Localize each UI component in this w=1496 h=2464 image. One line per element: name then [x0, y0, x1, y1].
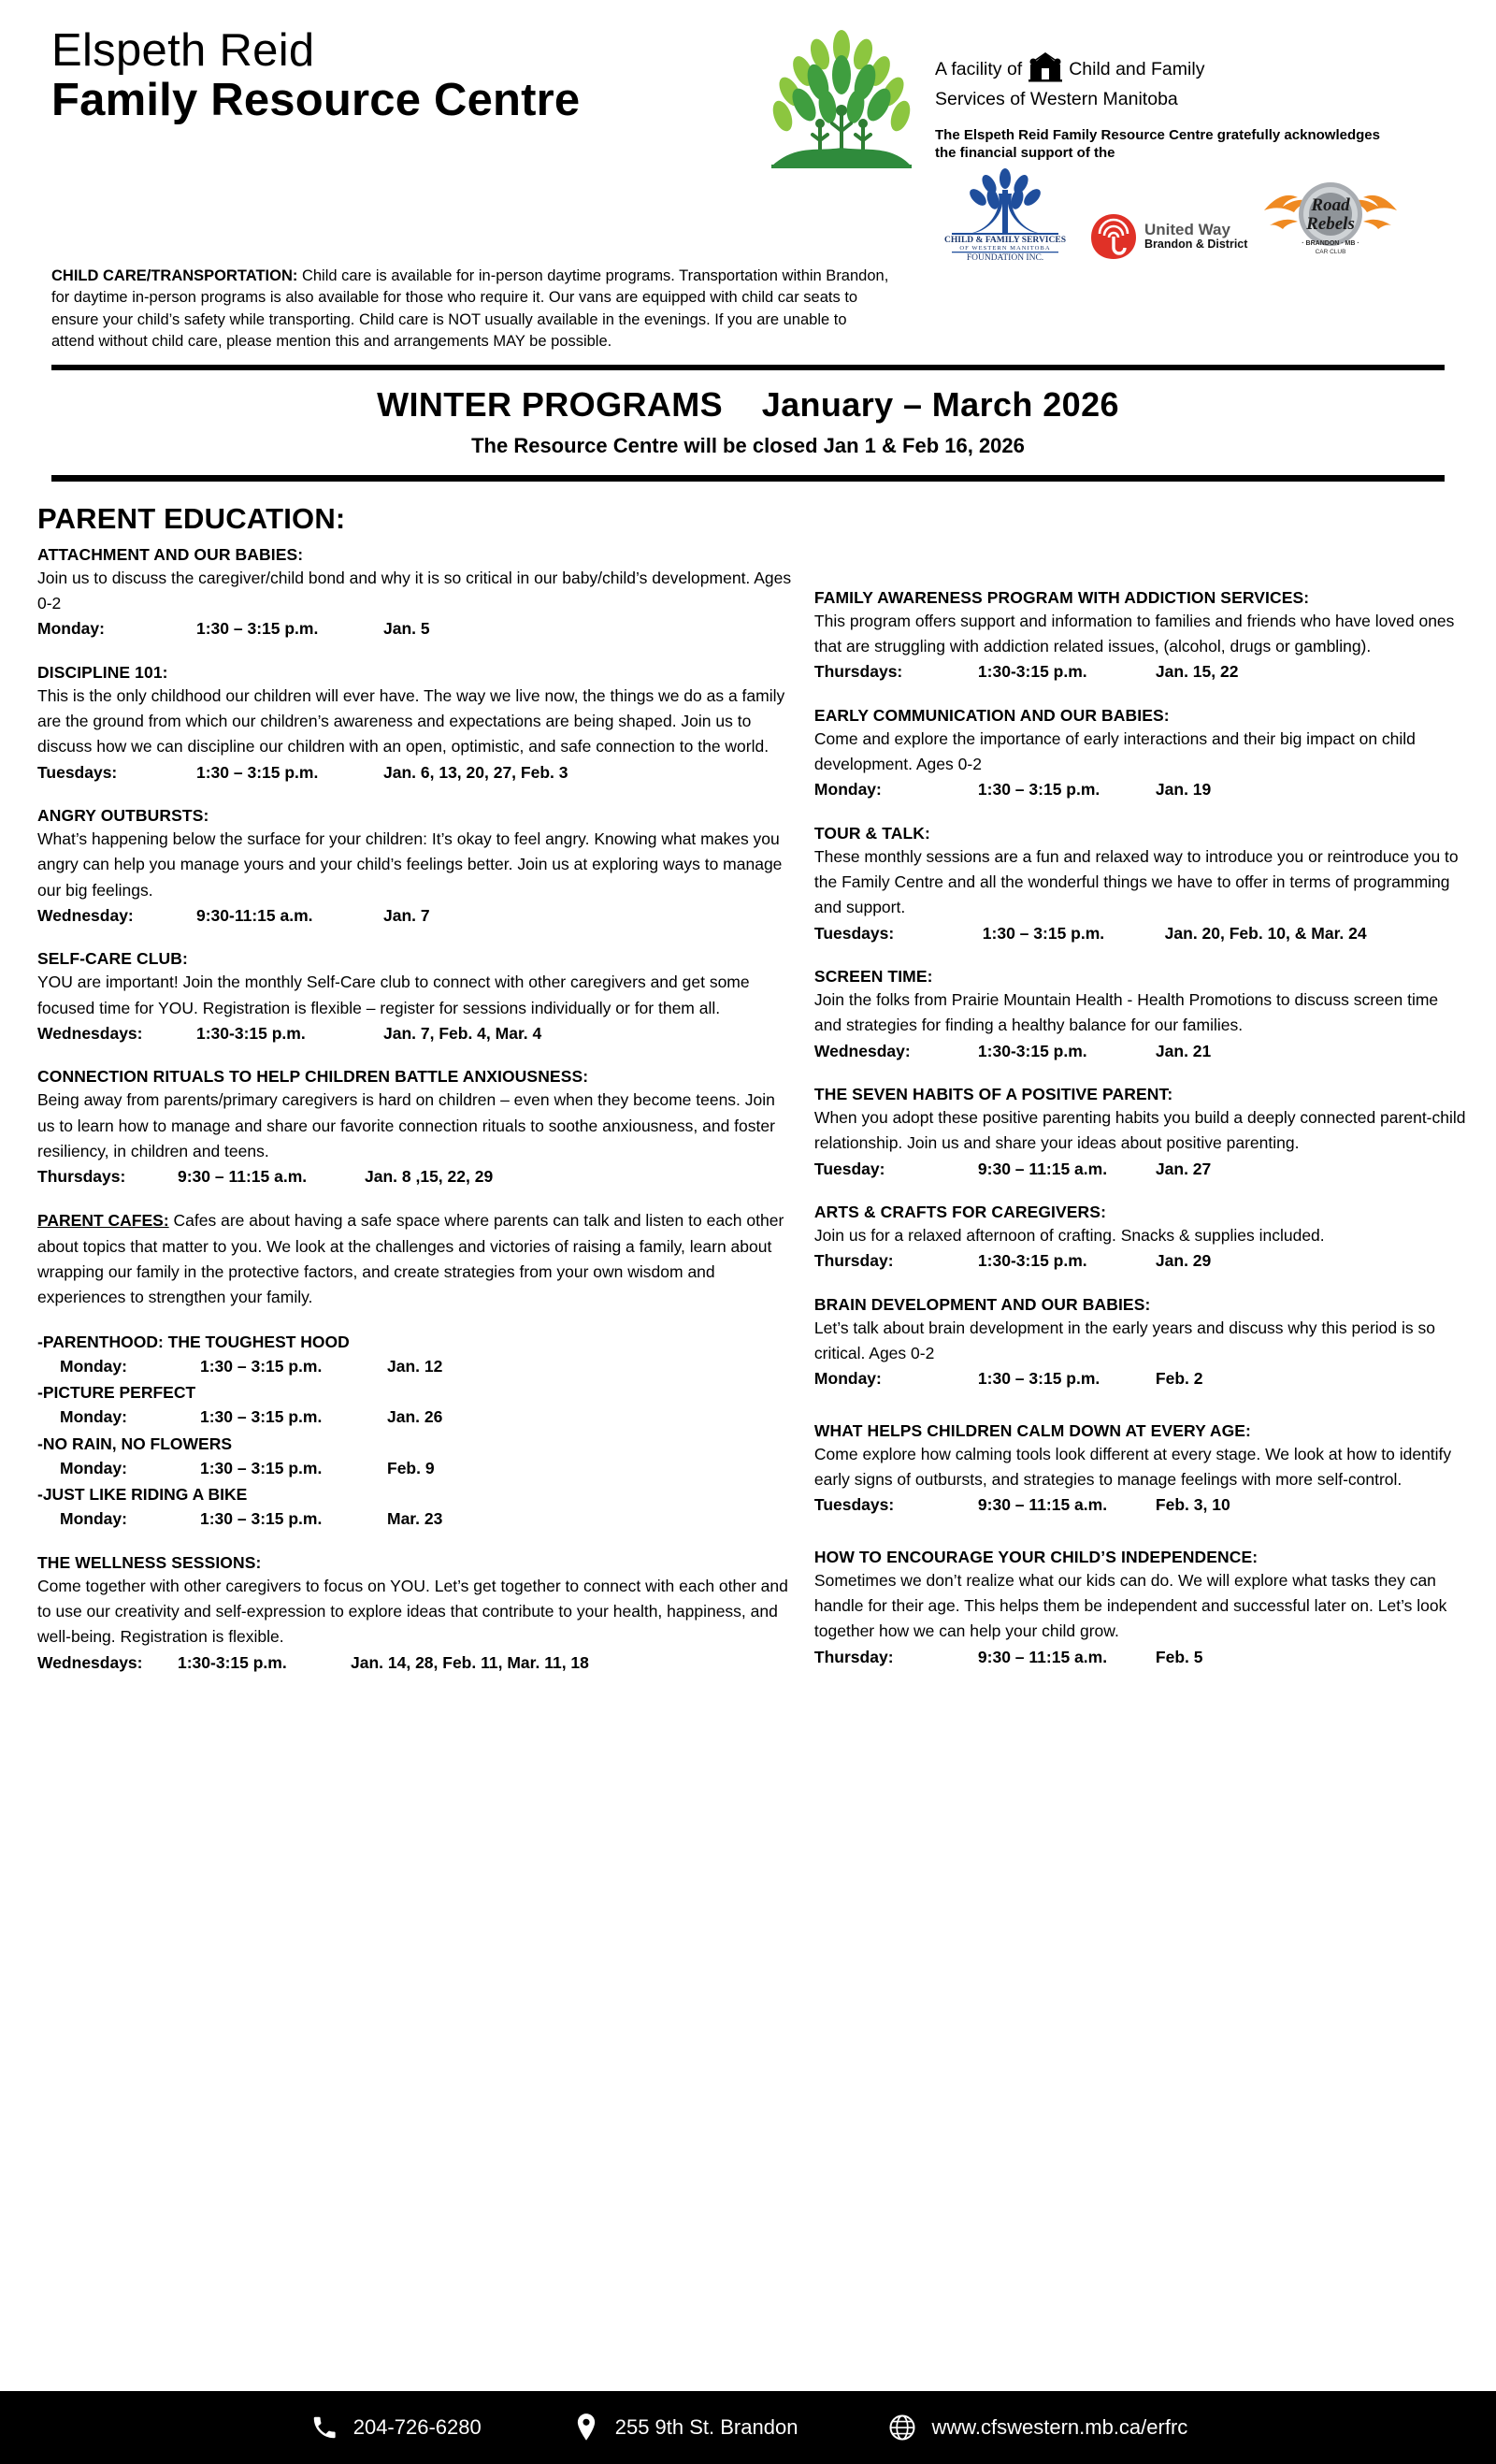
schedule-dates: Jan. 6, 13, 20, 27, Feb. 3 [383, 762, 568, 782]
cafe-session [37, 1380, 794, 1430]
schedule-time: 9:30 – 11:15 a.m. [977, 1647, 1108, 1666]
program-schedule [814, 777, 1468, 801]
cafe-session [37, 1482, 794, 1532]
schedule-day: Wednesdays: [37, 1652, 143, 1672]
schedule-dates: Feb. 9 [387, 1458, 435, 1477]
schedule-time: 1:30 – 3:15 p.m. [982, 923, 1105, 943]
program-parent-cafes [37, 1208, 794, 1531]
program-schedule [37, 616, 794, 641]
divider-bottom [51, 475, 1445, 482]
cafe-session [37, 1432, 794, 1481]
schedule-dates: Jan. 12 [387, 1356, 443, 1376]
schedule-time: 1:30-3:15 p.m. [977, 1041, 1087, 1060]
program-attachment-and-our-babies [37, 543, 794, 641]
program-title: THE SEVEN HABITS OF A POSITIVE PARENT: [813, 1084, 1173, 1103]
program-schedule [37, 1021, 794, 1045]
cafe-session [37, 1330, 794, 1379]
program-schedule [814, 1492, 1468, 1517]
right-column [814, 543, 1468, 1694]
program-description: What’s happening below the surface for your children: It’s okay to feel angry. Knowing what makes you angry can help you manage yours and your child’s feelings better. Join us at exploring ways to manage our big feelings. [37, 829, 783, 900]
program-title: HOW TO ENCOURAGE YOUR CHILD’S INDEPENDENCE: [813, 1547, 1259, 1566]
footer-phone[interactable] [309, 2412, 482, 2443]
cfs-house-icon [1026, 50, 1065, 89]
program-schedule [37, 760, 794, 785]
schedule-time: 1:30-3:15 p.m. [178, 1652, 287, 1672]
footer-phone-number: 204-726-6280 [352, 2415, 482, 2439]
program-seven-habits-positive-parent [814, 1083, 1468, 1181]
program-description: Let’s talk about brain development in the early years and discuss why this period is so critical. Ages 0-2 [813, 1318, 1435, 1362]
schedule-day: Monday: [813, 1369, 882, 1389]
title-block [0, 370, 1496, 464]
left-column [37, 543, 794, 1694]
schedule-dates: Jan. 19 [1155, 780, 1212, 800]
schedule-dates: Jan. 7, Feb. 4, Mar. 4 [383, 1023, 542, 1043]
program-title: CONNECTION RITUALS TO HELP CHILDREN BATTLE ANXIOUSNESS: [37, 1067, 589, 1087]
schedule-dates: Feb. 2 [1155, 1369, 1203, 1389]
schedule-day: Wednesday: [37, 905, 134, 925]
schedule-day: Thursday: [813, 1647, 894, 1666]
program-title: THE WELLNESS SESSIONS: [37, 1552, 262, 1572]
cafe-session-name: -PICTURE PERFECT [37, 1383, 196, 1403]
schedule-time: 1:30-3:15 p.m. [977, 662, 1087, 682]
program-description: This is the only childhood our children will ever have. The way we live now, the things we do as a family are the ground from which our children’s awareness and expectations are being shaped. Join us to discuss how we can discipline our children with an open, optimistic, and safe connection to the world. [37, 685, 785, 756]
childcare-transportation-note [0, 262, 944, 353]
cafe-session-name: -PARENTHOOD: THE TOUGHEST HOOD [37, 1332, 350, 1351]
schedule-day: Monday: [37, 619, 105, 639]
schedule-day: Thursdays: [813, 662, 903, 682]
program-description: Join us for a relaxed afternoon of crafting. Snacks & supplies included. [813, 1225, 1325, 1245]
svg-text:OF WESTERN MANITOBA: OF WESTERN MANITOBA [959, 244, 1051, 252]
program-description: This program offers support and information to families and friends who have loved ones that are struggling with addiction related issues, (alcohol, drugs or gambling). [813, 611, 1455, 656]
program-title: ATTACHMENT AND OUR BABIES: [37, 544, 304, 564]
organization-branding [51, 25, 762, 125]
program-description: Sometimes we don’t realize what our kids can do. We will explore what tasks they can handle for their age. This helps them be independent and successful later on. Let’s look together how we can help your child grow. [813, 1570, 1447, 1641]
page-title [0, 385, 1496, 425]
schedule-time: 1:30 – 3:15 p.m. [200, 1356, 323, 1376]
schedule-day: Monday: [60, 1356, 127, 1376]
page-header [0, 0, 1496, 262]
schedule-day: Tuesday: [813, 1159, 885, 1178]
program-description: Being away from parents/primary caregivers is hard on children – even when they become teens. Join us to learn how to manage and share our favorite connection rituals to soothe anxiousness, and foster resiliency, in children and teens. [37, 1090, 775, 1160]
season-title: WINTER PROGRAMS [377, 384, 724, 424]
parent-cafes-description: Cafes are about having a safe space where parents can talk and listen to each other about topics that matter to you. We look at the challenges and victories of raising a family, learn about wrapping our family in the protective factors, and create strategies from your own wisdom and experiences to strengthen your family. [37, 1211, 784, 1307]
program-title: DISCIPLINE 101: [37, 662, 168, 682]
program-schedule [814, 1248, 1468, 1273]
program-title: SELF-CARE CLUB: [37, 949, 188, 969]
schedule-dates: Jan. 29 [1155, 1251, 1212, 1271]
road-rebels-logo [1260, 171, 1401, 262]
schedule-time: 1:30-3:15 p.m. [196, 1023, 306, 1043]
schedule-day: Tuesdays: [813, 923, 895, 943]
program-schedule [814, 1366, 1468, 1391]
schedule-time: 1:30 – 3:15 p.m. [977, 780, 1100, 800]
schedule-dates: Feb. 5 [1155, 1647, 1203, 1666]
facility-of-line [935, 50, 1463, 89]
program-family-awareness-addiction-services [814, 586, 1468, 684]
program-brain-development-and-our-babies [814, 1293, 1468, 1391]
footer-website[interactable] [886, 2412, 1187, 2443]
schedule-time: 1:30 – 3:15 p.m. [196, 619, 319, 639]
footer-website-url: www.cfswestern.mb.ca/erfrc [931, 2415, 1188, 2439]
cafe-session-schedule [37, 1405, 794, 1429]
schedule-time: 9:30-11:15 a.m. [196, 905, 313, 925]
program-title: FAMILY AWARENESS PROGRAM WITH ADDICTION SERVICES: [813, 587, 1310, 607]
schedule-day: Thursdays: [37, 1167, 126, 1187]
location-pin-icon [570, 2412, 602, 2443]
brand-name-line1: Elspeth Reid [51, 25, 315, 76]
childcare-label: CHILD CARE/TRANSPORTATION: [51, 267, 298, 284]
united-way-name: United Way [1144, 220, 1230, 238]
program-arts-and-crafts-for-caregivers [814, 1201, 1468, 1274]
program-tour-and-talk [814, 822, 1468, 945]
program-schedule [814, 659, 1468, 684]
schedule-time: 9:30 – 11:15 a.m. [977, 1159, 1108, 1178]
united-way-subname: Brandon & District [1144, 238, 1248, 252]
program-title: BRAIN DEVELOPMENT AND OUR BABIES: [813, 1294, 1151, 1314]
section-heading-parent-education: PARENT EDUCATION: [37, 501, 346, 535]
program-description: Come together with other caregivers to focus on YOU. Let’s get together to connect with each other and to use our creativity and self-expression to explore ideas that contribute to your health, happiness, and well-being. Registration is flexible. [37, 1576, 788, 1647]
phone-icon [309, 2412, 340, 2443]
svg-text:FOUNDATION INC.: FOUNDATION INC. [966, 252, 1044, 263]
program-discipline-101 [37, 661, 794, 785]
program-encourage-child-independence [814, 1546, 1468, 1669]
program-title: WHAT HELPS CHILDREN CALM DOWN AT EVERY AGE: [813, 1420, 1251, 1440]
program-description: Join us to discuss the caregiver/child bond and why it is so critical in our baby/child’s development. Ages 0-2 [37, 568, 792, 613]
facility-prefix-text: A facility of [935, 58, 1023, 79]
facility-of-line2: Services of Western Manitoba [935, 88, 1178, 109]
parent-cafes-label: PARENT CAFES: [37, 1211, 169, 1231]
cafe-session-schedule [37, 1506, 794, 1531]
parent-cafes-session-list [37, 1330, 794, 1532]
schedule-day: Monday: [813, 780, 882, 800]
date-range-title: January – March 2026 [761, 384, 1119, 424]
schedule-dates: Jan. 15, 22 [1155, 662, 1239, 682]
schedule-time: 1:30 – 3:15 p.m. [200, 1407, 323, 1427]
parent-cafes-paragraph [37, 1208, 794, 1310]
program-title: ANGRY OUTBURSTS: [37, 805, 209, 825]
schedule-time: 9:30 – 11:15 a.m. [977, 1495, 1108, 1515]
program-self-care-club [37, 947, 794, 1045]
cafe-session-schedule [37, 1456, 794, 1480]
schedule-dates: Jan. 7 [383, 905, 430, 925]
program-description: Join the folks from Prairie Mountain Health - Health Promotions to discuss screen time and strategies for finding a healthy balance for our families. [813, 990, 1439, 1035]
svg-text:CHILD & FAMILY SERVICES: CHILD & FAMILY SERVICES [944, 235, 1066, 245]
schedule-dates: Jan. 26 [387, 1407, 443, 1427]
schedule-time: 1:30 – 3:15 p.m. [196, 762, 319, 782]
program-description: Come and explore the importance of early interactions and their big impact on child development. Ages 0-2 [813, 728, 1416, 774]
cafe-session-name: -JUST LIKE RIDING A BIKE [37, 1485, 248, 1505]
childcare-body: Child care is available for in-person daytime programs. Transportation within Brandon, for daytime in-person programs is also available for those who require it. Our vans are equipped with child car seats to ensure your child’s safety while transporting. Child care is NOT usually available in the evenings. If you are unable to attend without child care, please mention this and arrangements MAY be possible. [51, 267, 889, 351]
program-schedule [814, 921, 1468, 945]
program-description: These monthly sessions are a fun and relaxed way to introduce you or reintroduce you to the Family Centre and all the wonderful things we have to offer in terms of programming and support. [813, 846, 1459, 917]
svg-text:· BRANDON · MB ·: · BRANDON · MB · [1302, 239, 1360, 247]
schedule-time: 1:30 – 3:15 p.m. [200, 1458, 323, 1477]
program-schedule [37, 903, 794, 928]
schedule-day: Wednesdays: [37, 1023, 143, 1043]
schedule-day: Monday: [60, 1407, 127, 1427]
svg-text:Rebels: Rebels [1306, 213, 1356, 234]
svg-text:CAR CLUB: CAR CLUB [1316, 248, 1346, 255]
program-schedule [814, 1645, 1468, 1669]
header-right-block [926, 28, 1463, 262]
schedule-dates: Jan. 21 [1155, 1041, 1212, 1060]
schedule-time: 1:30 – 3:15 p.m. [200, 1509, 323, 1529]
program-columns [0, 543, 1496, 1694]
schedule-day: Wednesday: [813, 1041, 911, 1060]
program-title: ARTS & CRAFTS FOR CAREGIVERS: [813, 1202, 1106, 1221]
schedule-dates: Jan. 20, Feb. 10, & Mar. 24 [1164, 923, 1367, 943]
svg-text:Road: Road [1311, 195, 1351, 215]
program-title: SCREEN TIME: [813, 966, 933, 986]
family-tree-logo [762, 34, 926, 179]
cafe-session-schedule [37, 1354, 794, 1378]
program-schedule [814, 1039, 1468, 1063]
schedule-day: Tuesdays: [37, 762, 118, 782]
facility-suffix-text: Child and Family [1069, 58, 1205, 79]
closure-notice: The Resource Centre will be closed Jan 1 & Feb 16, 2026 [471, 433, 1025, 457]
program-connection-rituals [37, 1065, 794, 1189]
program-screen-time [814, 965, 1468, 1063]
schedule-dates: Feb. 3, 10 [1155, 1495, 1230, 1515]
footer-address[interactable] [570, 2412, 798, 2443]
schedule-dates: Mar. 23 [387, 1509, 443, 1529]
schedule-day: Tuesdays: [813, 1495, 895, 1515]
cfs-foundation-logo [935, 167, 1075, 262]
program-early-communication-and-our-babies [814, 704, 1468, 802]
program-description: Come explore how calming tools look different at every stage. We look at how to identify early signs of outbursts, and strategies to manage feelings with more self-control. [813, 1444, 1452, 1489]
globe-icon [886, 2412, 918, 2443]
program-title: TOUR & TALK: [813, 823, 930, 843]
program-description: YOU are important! Join the monthly Self-Care club to connect with other caregivers and get some focused time for YOU. Registration is flexible – register for sessions individually or for them all. [37, 973, 750, 1017]
program-schedule [814, 1157, 1468, 1181]
schedule-dates: Jan. 27 [1155, 1159, 1212, 1178]
schedule-dates: Jan. 5 [383, 619, 430, 639]
program-description: When you adopt these positive parenting habits you build a deeply connected parent-child relationship. Join us and share your ideas about positive parenting. [813, 1108, 1466, 1153]
schedule-time: 1:30 – 3:15 p.m. [977, 1369, 1100, 1389]
program-angry-outbursts [37, 804, 794, 928]
schedule-day: Monday: [60, 1509, 127, 1529]
cafe-session-name: -NO RAIN, NO FLOWERS [37, 1434, 233, 1453]
schedule-day: Thursday: [813, 1251, 894, 1271]
program-wellness-sessions [37, 1551, 794, 1675]
acknowledgement-text: The Elspeth Reid Family Resource Centre gratefully acknowledges the financial support of the [935, 126, 1380, 161]
page-footer [0, 2391, 1496, 2464]
schedule-dates: Jan. 14, 28, Feb. 11, Mar. 11, 18 [351, 1652, 589, 1672]
program-schedule [37, 1164, 794, 1189]
brand-name-line2: Family Resource Centre [51, 74, 581, 125]
schedule-dates: Jan. 8 ,15, 22, 29 [365, 1167, 494, 1187]
program-title: EARLY COMMUNICATION AND OUR BABIES: [813, 705, 1170, 725]
footer-address-text: 255 9th St. Brandon [614, 2415, 798, 2439]
united-way-logo [1088, 211, 1247, 262]
schedule-time: 1:30-3:15 p.m. [977, 1251, 1087, 1271]
schedule-day: Monday: [60, 1458, 127, 1477]
program-what-helps-children-calm-down [814, 1419, 1468, 1518]
schedule-time: 9:30 – 11:15 a.m. [178, 1167, 308, 1187]
funder-logos [935, 167, 1463, 262]
program-schedule [37, 1650, 794, 1675]
